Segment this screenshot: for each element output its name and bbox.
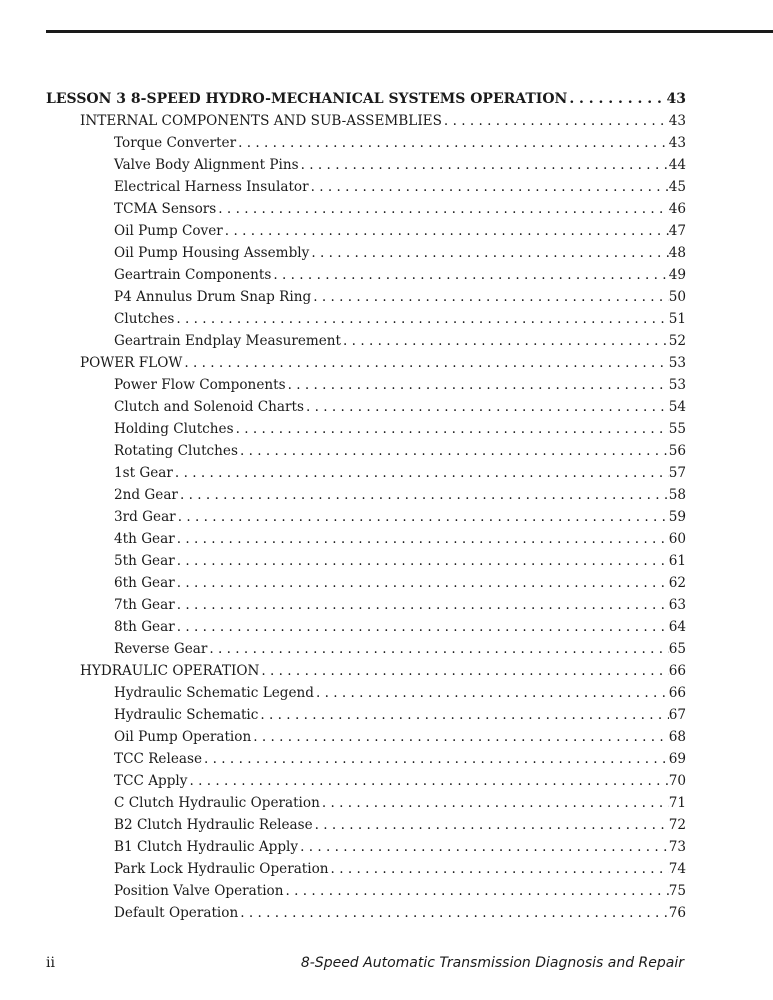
dot-leader [442,110,669,132]
toc-entry[interactable] [46,264,686,286]
dot-leader [178,484,669,506]
toc-entry[interactable] [46,748,686,770]
dot-leader [238,440,669,462]
toc-entry-page: 74 [668,861,686,877]
toc-entry[interactable] [46,528,686,550]
dot-leader [286,374,669,396]
toc-entry-title: Clutch and Solenoid Charts [114,399,304,415]
dot-leader [299,154,669,176]
toc-entry-title: Default Operation [114,905,239,921]
toc-entry-page: 58 [668,487,686,503]
dot-leader [216,198,668,220]
dot-leader [329,858,669,880]
toc-entry-title: B2 Clutch Hydraulic Release [114,817,313,833]
toc-entry-title: 5th Gear [114,553,175,569]
dot-leader [309,242,668,264]
toc-section-entry[interactable] [46,110,686,132]
toc-entry-page: 63 [668,597,686,613]
toc-entry[interactable] [46,836,686,858]
toc-entry-title: Holding Clutches [114,421,234,437]
toc-entry-title: Hydraulic Schematic Legend [114,685,314,701]
toc-entry[interactable] [46,858,686,880]
toc-entry[interactable] [46,220,686,242]
table-of-contents [46,88,686,924]
toc-entry[interactable] [46,506,686,528]
toc-entry-title: Power Flow Components [114,377,286,393]
toc-entry-page: 51 [668,311,686,327]
toc-entry-page: 52 [668,333,686,349]
toc-entry-page: 68 [668,729,686,745]
toc-entry-page: 57 [668,465,686,481]
toc-entry-title: P4 Annulus Drum Snap Ring [114,289,312,305]
toc-entry-page: 43 [668,135,686,151]
toc-entry-title: B1 Clutch Hydraulic Apply [114,839,299,855]
toc-entry-page: 53 [668,377,686,393]
toc-entry[interactable] [46,242,686,264]
toc-entry-title: TCC Release [114,751,202,767]
toc-entry[interactable] [46,440,686,462]
toc-entry[interactable] [46,704,686,726]
toc-entry-title: 4th Gear [114,531,175,547]
toc-entry[interactable] [46,462,686,484]
toc-entry-title: HYDRAULIC OPERATION [80,663,260,679]
toc-entry-page: 67 [668,707,686,723]
toc-entry[interactable] [46,198,686,220]
toc-entry-page: 48 [668,245,686,261]
dot-leader [187,770,668,792]
toc-entry-title: 8th Gear [114,619,175,635]
toc-entry-page: 50 [668,289,686,305]
toc-entry[interactable] [46,308,686,330]
toc-entry-title: Geartrain Components [114,267,272,283]
toc-entry[interactable] [46,792,686,814]
toc-entry[interactable] [46,484,686,506]
toc-entry-page: 49 [668,267,686,283]
toc-entry-page: 43 [666,91,686,107]
toc-entry-title: Reverse Gear [114,641,208,657]
toc-entry-title: Oil Pump Cover [114,223,223,239]
toc-entry-page: 71 [668,795,686,811]
toc-entry-page: 55 [668,421,686,437]
dot-leader [236,132,669,154]
toc-entry-page: 44 [668,157,686,173]
toc-entry-title: Rotating Clutches [114,443,238,459]
toc-entry-page: 64 [668,619,686,635]
toc-entry-title: Clutches [114,311,175,327]
toc-entry-title: C Clutch Hydraulic Operation [114,795,320,811]
toc-entry[interactable] [46,550,686,572]
toc-entry-title: TCMA Sensors [114,201,217,217]
toc-entry-page: 53 [668,355,686,371]
toc-entry-title: 2nd Gear [114,487,178,503]
toc-entry-page: 56 [668,443,686,459]
toc-entry[interactable] [46,154,686,176]
toc-entry-page: 66 [668,685,686,701]
dot-leader [182,352,668,374]
toc-entry-page: 46 [668,201,686,217]
dot-leader [175,550,669,572]
toc-entry-page: 59 [668,509,686,525]
dot-leader [251,726,668,748]
toc-entry-page: 75 [668,883,686,899]
toc-entry-title: Geartrain Endplay Measurement [114,333,342,349]
toc-entry[interactable] [46,594,686,616]
dot-leader [311,286,668,308]
dot-leader [173,462,669,484]
dot-leader [309,176,669,198]
dot-leader [176,506,669,528]
toc-entry-page: 70 [668,773,686,789]
toc-entry[interactable] [46,616,686,638]
toc-entry[interactable] [46,726,686,748]
dot-leader [313,814,669,836]
dot-leader [175,528,669,550]
toc-entry-title: 6th Gear [114,575,175,591]
toc-section-entry[interactable] [46,352,686,374]
toc-entry[interactable] [46,814,686,836]
toc-entry[interactable] [46,770,686,792]
dot-leader [238,902,668,924]
toc-entry-page: 73 [668,839,686,855]
toc-entry[interactable] [46,286,686,308]
toc-entry-title: 1st Gear [114,465,173,481]
toc-entry-title: Oil Pump Housing Assembly [114,245,310,261]
toc-entry-title: Torque Converter [114,135,237,151]
footer-book-title: 8-Speed Automatic Transmission Diagnosis and Repair [300,955,684,971]
toc-entry[interactable] [46,638,686,660]
dot-leader [234,418,669,440]
toc-entry[interactable] [46,902,686,924]
toc-entry-page: 72 [668,817,686,833]
dot-leader [258,704,668,726]
dot-leader [304,396,669,418]
dot-leader [341,330,669,352]
toc-entry-page: 61 [668,553,686,569]
toc-entry-page: 43 [668,113,686,129]
toc-entry-title: Hydraulic Schematic [114,707,259,723]
dot-leader [202,748,669,770]
toc-entry[interactable] [46,572,686,594]
toc-entry-page: 54 [668,399,686,415]
toc-entry-title: TCC Apply [114,773,188,789]
dot-leader [298,836,669,858]
dot-leader [271,264,668,286]
dot-leader [283,880,668,902]
toc-entry-title: 3rd Gear [114,509,176,525]
toc-entry[interactable] [46,682,686,704]
toc-entry-page: 76 [668,905,686,921]
toc-entry[interactable] [46,418,686,440]
toc-entry-title: Oil Pump Operation [114,729,252,745]
dot-leader [175,572,669,594]
toc-entry[interactable] [46,176,686,198]
dot-leader [320,792,669,814]
dot-leader [207,638,668,660]
dot-leader [174,308,668,330]
dot-leader [175,594,669,616]
toc-lesson-heading[interactable] [46,88,686,110]
toc-entry-title: Position Valve Operation [114,883,284,899]
toc-entry-page: 62 [668,575,686,591]
toc-entry-title: INTERNAL COMPONENTS AND SUB-ASSEMBLIES [80,113,442,129]
toc-entry-page: 65 [668,641,686,657]
dot-leader [175,616,669,638]
toc-entry-title: Valve Body Alignment Pins [114,157,299,173]
toc-entry[interactable] [46,880,686,902]
footer-page-number: ii [46,955,55,971]
toc-entry-title: LESSON 3 8-SPEED HYDRO-MECHANICAL SYSTEMS OPERATION [46,91,568,107]
toc-entry-title: 7th Gear [114,597,175,613]
dot-leader [223,220,669,242]
toc-entry-page: 66 [668,663,686,679]
dot-leader [314,682,669,704]
toc-entry-page: 69 [668,751,686,767]
toc-entry[interactable] [46,396,686,418]
header-rule [46,30,773,33]
toc-section-entry[interactable] [46,660,686,682]
dot-leader [259,660,668,682]
toc-entry[interactable] [46,330,686,352]
toc-entry-title: POWER FLOW [80,355,183,371]
toc-entry-title: Electrical Harness Insulator [114,179,309,195]
toc-entry[interactable] [46,374,686,396]
toc-entry-page: 45 [668,179,686,195]
toc-entry-title: Park Lock Hydraulic Operation [114,861,329,877]
dot-leader [567,88,666,110]
toc-entry-page: 60 [668,531,686,547]
toc-entry[interactable] [46,132,686,154]
toc-entry-page: 47 [668,223,686,239]
